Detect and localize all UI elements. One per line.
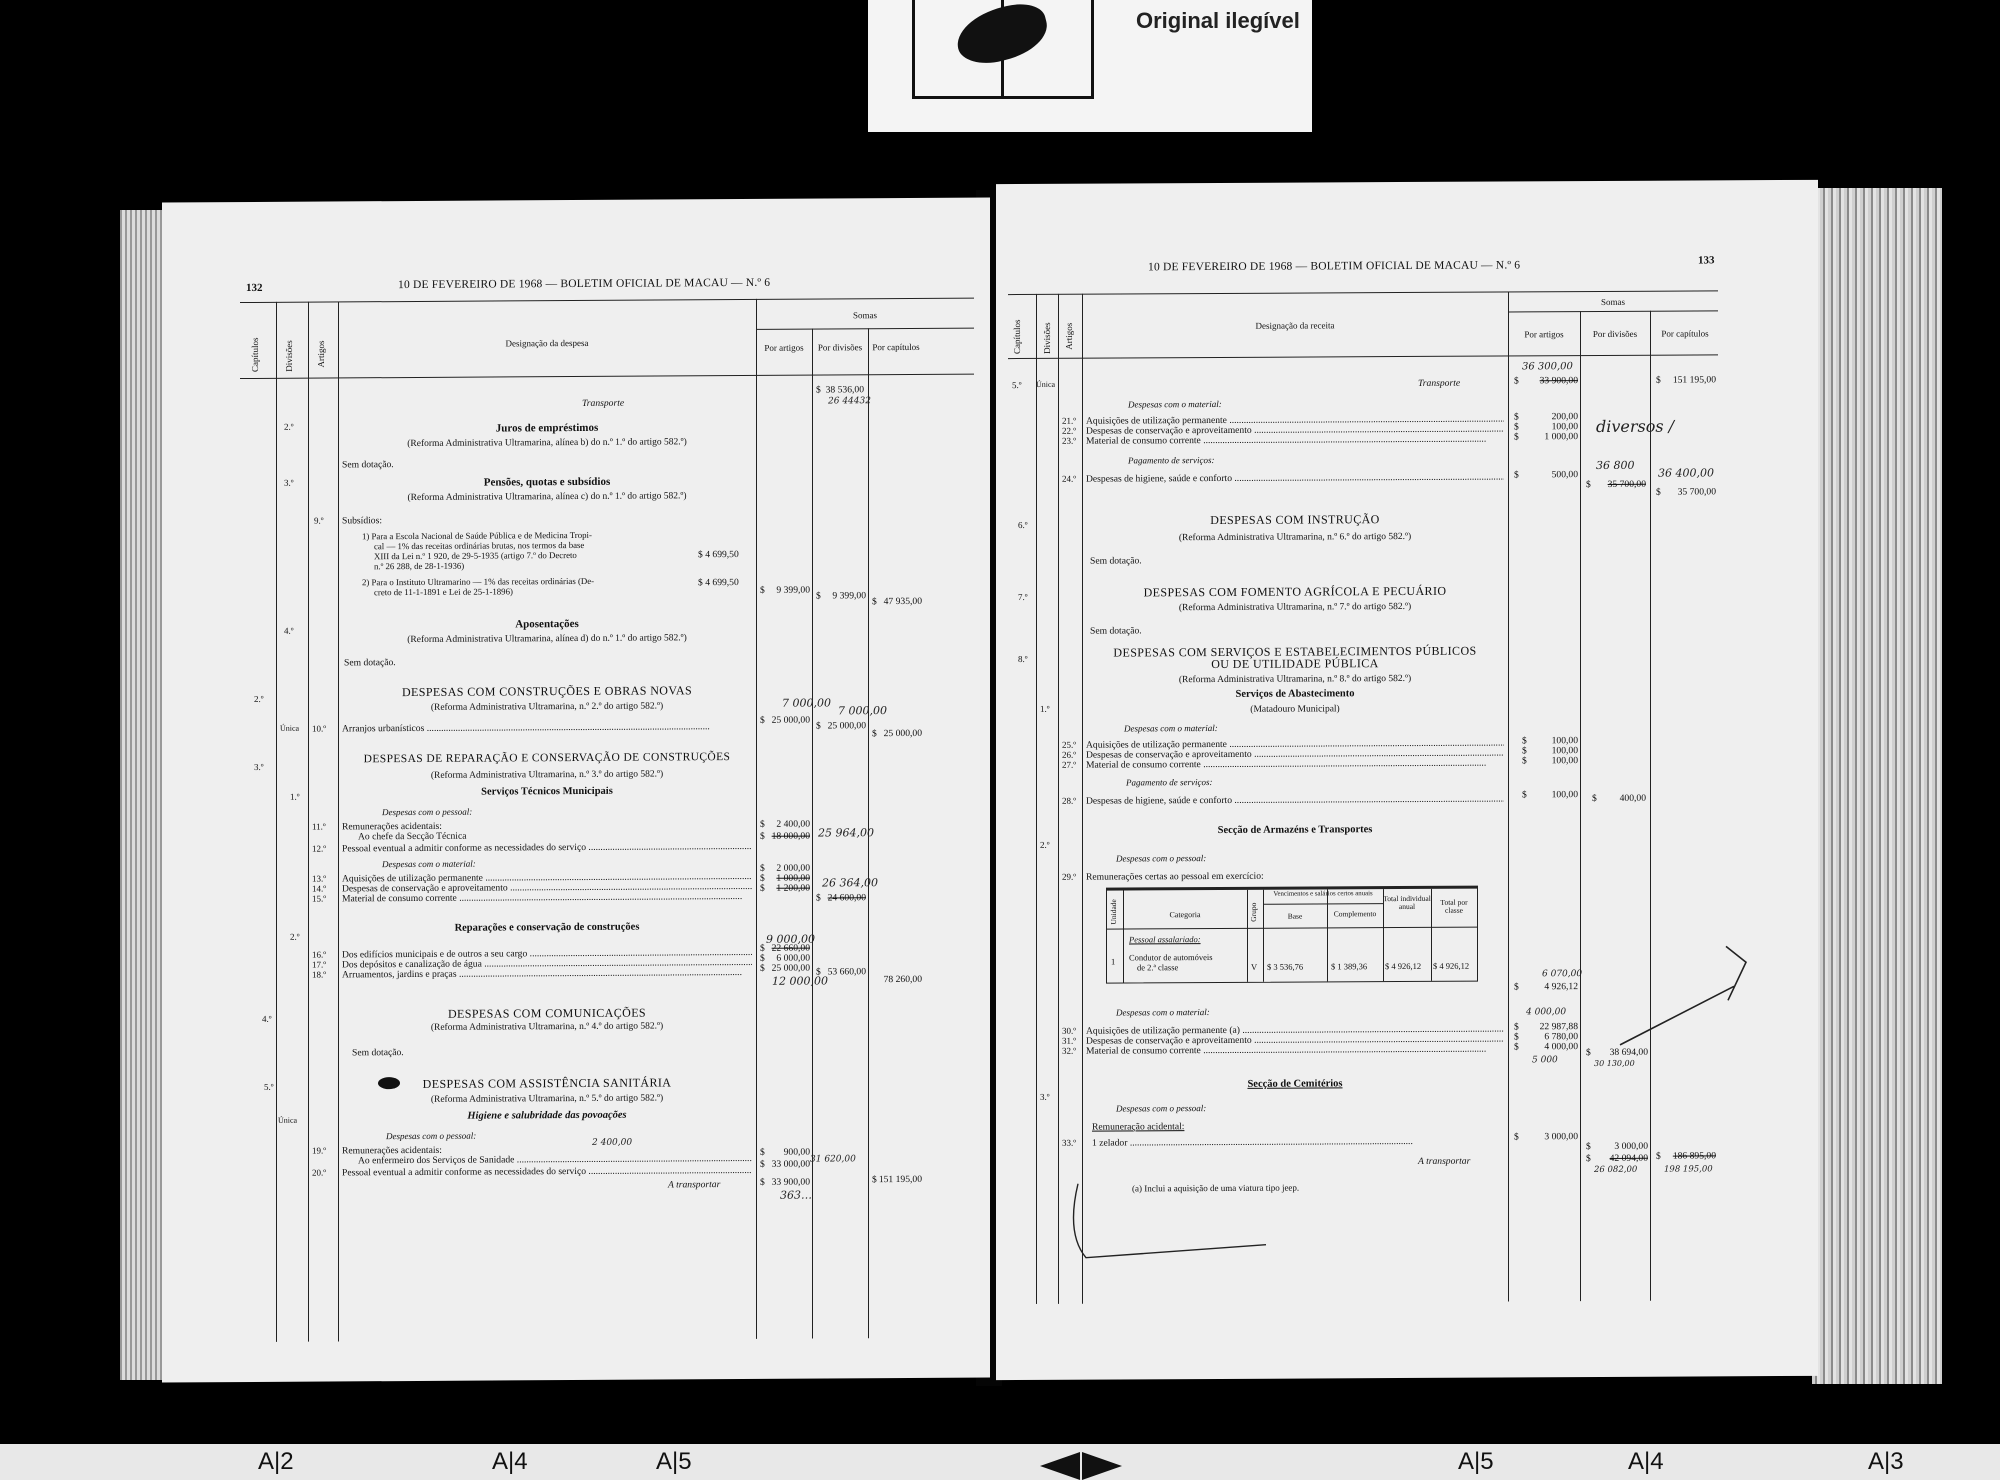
table-cell: $ 4 926,12 xyxy=(1433,960,1470,971)
frame-marker: A|3 xyxy=(1868,1448,1904,1475)
item-text: Material de consumo corrente ..... xyxy=(342,891,752,905)
item-text: Despesas de conservação e aproveitamento ..... xyxy=(342,881,752,895)
page-number: 132 xyxy=(246,281,263,295)
por-artigos-value: 100,00 xyxy=(1551,745,1578,757)
por-artigos-value: 100,00 xyxy=(1551,735,1578,747)
page-header: 10 DE FEVEREIRO DE 1968 — BOLETIM OFICIAL DE MACAU — N.º 6 xyxy=(1148,259,1521,274)
col-divisoes: Divisões xyxy=(284,340,294,372)
item-text: 1) Para a Escola Nacional de Saúde Pública e de Medicina Tropi- xyxy=(362,529,592,542)
section-reference: (Reforma Administrativa Ultramarina, alínea d) do n.º 1.º do artigo 582.º) xyxy=(407,633,687,646)
col-artigos: Artigos xyxy=(316,340,326,368)
a-transportar-label: A transportar xyxy=(668,1179,721,1191)
article-number: 29.º xyxy=(1062,871,1077,882)
por-divisoes-value: 400,00 xyxy=(1619,792,1646,804)
subsection-title: Reparações e conservação de construções xyxy=(454,921,640,934)
division-number: Única xyxy=(278,1115,298,1125)
item-text: Despesas de higiene, saúde e conforto ..... xyxy=(1086,471,1504,484)
por-artigos-value: 33 000,00 xyxy=(771,1158,810,1170)
section-reference: (Reforma Administrativa Ultramarina, alínea c) do n.º 1.º do artigo 582.º) xyxy=(407,491,687,504)
por-capitulos-value: 78 260,00 xyxy=(883,973,922,986)
a-transportar-value: 42 094,00 xyxy=(1609,1152,1648,1164)
handwritten-note: 198 195,00 xyxy=(1664,1164,1713,1175)
item-text: Aquisições de utilização permanente ..... xyxy=(342,871,752,885)
chapter-title: DESPESAS COM INSTRUÇÃO xyxy=(1210,512,1380,528)
frame-marker: A|5 xyxy=(656,1448,692,1475)
group-label: Despesas com o material: xyxy=(1116,1007,1210,1018)
group-label: Despesas com o material: xyxy=(382,858,476,870)
por-artigos-value: 100,00 xyxy=(1551,421,1578,433)
article-number: 27.º xyxy=(1062,759,1077,770)
right-triangle-icon xyxy=(1082,1452,1122,1480)
article-number: 30.º xyxy=(1062,1025,1077,1036)
group-label: Despesas com o material: xyxy=(1128,398,1222,410)
division-number: 4.º xyxy=(284,625,294,636)
col-capitulos: Capítulos xyxy=(1012,319,1022,355)
division-number: 3.º xyxy=(1040,1091,1050,1102)
handwritten-note: 4 000,00 xyxy=(1526,1007,1567,1018)
table-cell: $ 4 926,12 xyxy=(1385,960,1422,972)
por-artigos-value: 9 399,00 xyxy=(776,584,810,596)
section-title: Juros de empréstimos xyxy=(495,421,599,435)
col-total-classe: Total por classe xyxy=(1440,897,1468,915)
col-capitulos: Capítulos xyxy=(250,337,260,372)
col-unidade: Unidade xyxy=(1109,899,1118,925)
table-cell: $ 3 536,76 xyxy=(1267,961,1304,972)
chapter-number: 4.º xyxy=(262,1013,272,1024)
original-illegible-label xyxy=(868,0,1312,132)
article-number: 20.º xyxy=(312,1167,327,1178)
sem-dotacao: Sem dotação. xyxy=(1090,625,1142,637)
por-artigos-value: 4 000,00 xyxy=(1544,1041,1578,1053)
por-artigos-value: 4 926,12 xyxy=(1544,981,1578,993)
sem-dotacao: Sem dotação. xyxy=(352,1047,404,1059)
item-text: Pessoal eventual a admitir conforme as necessidades do serviço ..... xyxy=(342,841,752,855)
handwritten-note: 31 620,00 xyxy=(810,1154,856,1165)
article-number: 15.º xyxy=(312,893,327,904)
sem-dotacao: Sem dotação. xyxy=(344,657,396,669)
por-artigos-value: 2 400,00 xyxy=(776,818,810,830)
col-designacao: Designação da despesa xyxy=(505,337,589,349)
item-text: creto de 11-1-1891 e Lei de 25-1-1896) xyxy=(374,586,513,598)
por-artigos-value: 500,00 xyxy=(1551,469,1578,481)
chapter-number: 3.º xyxy=(254,761,264,772)
item-text: 2) Para o Instituto Ultramarino — 1% das receitas ordinárias (De- xyxy=(362,575,595,588)
por-artigos-value: 100,00 xyxy=(1551,789,1578,801)
item-text: n.º 26 288, de 28-1-1936) xyxy=(374,560,465,572)
por-artigos-value: 25 000,00 xyxy=(771,714,810,726)
col-complemento: Complemento xyxy=(1333,909,1377,919)
salary-table xyxy=(1106,886,1478,984)
transporte-label: Transporte xyxy=(582,397,625,409)
col-somas: Somas xyxy=(1600,296,1625,307)
right-page: 10 DE FEVEREIRO DE 1968 — BOLETIM OFICIAL DE MACAU — N.º 6 133 Capítulos Divisões Artigos Designação da receita Somas Por artigos Por divisões Por capítulos 5.º Única Transporte 36 300,00 $ 33 900,00 $ 151 195,00 Despesas com o material: 21.º Aquisições de utilização permanente ..... $ 200,00 22.º Despesas de conservação e aproveitamento ..... $ 100,00 23.º Material de consumo corrente ..... $ 1 000,00 diversos / Pagamento de serviços: 24.º Despesas de higiene, saúde e conforto ..... $ 500,00 36 800 $ 35 700,00 36 400,00 $ 35 700,00 6.º DESPESAS COM INSTRUÇÃO (Reforma Administrativa Ultramarina, n.º 6.º do artigo 582.º) Sem dotação. 7.º DESPESAS COM FOMENTO AGRÍCOLA E PECUÁRIO (Reforma Administrativa Ultramarina, n.º 7.º do artigo 582.º) Sem dotação. 8.º DESPESAS COM SERVIÇOS E ESTABELECIMENTOS PÚBLICOS OU DE UTILIDADE PÚBLICA (Reforma Administrativa Ultramarina, n.º 8.º do artigo 582.º) Serviços de Abastecimento (Matadouro Municipal) 1.º Despesas com o material: 25.º Aquisições de utilização permanente ..... $ 100,00 26.º Despesas de conservação e aproveitamento ..... $ 100,00 27.º Material de consumo corrente ..... $ 100,00 Pagamento de serviços: 28.º Despesas de higiene, saúde e conforto ..... $ 100,00 $ 400,00 Secção de Armazéns e Transportes 2.º Despesas com o pessoal: 29.º Remunerações certas ao pessoal em exercício: Unidade Categoria Grupo Vencimentos e salários certos anuais Base Complemento Total individual anual Total por classe Pessoal assalariado: 1 Condutor de automóveis de 2.ª classe V $ 3 536,76 $ 1 389,36 $ 4 926,12 $ 4 926,12 6 070,00 $ 4 926,12 Despesas com o material: 4 000,00 30.º Aquisições de utilização permanente (a) ..... $ 22 987,88 31.º Despesas de conservação e aproveitamento ..... $ 6 780,00 32.º Material de consumo corrente ..... $ 4 000,00 $ 38 694,00 5 000 30 130,00 Secção de Cemitérios 3.º Despesas com o pessoal: Remuneração acidental: 33.º 1 zelador ..... $ 3 000,00 $ 3 000,00 A transportar $ 42 094,00 $ 186 895,00 26 082,00 198 195,00 (a) Inclui a aquisição de uma viatura tipo jeep. xyxy=(996,180,1818,1380)
por-artigos-value: 2 000,00 xyxy=(776,862,810,874)
handwritten-note: 12 000,00 xyxy=(772,974,828,988)
por-artigos-value: 1 000,00 xyxy=(1544,431,1578,443)
col-somas: Somas xyxy=(852,310,877,321)
item-text: Remunerações acidentais: xyxy=(342,820,442,833)
section-reference: (Reforma Administrativa Ultramarina, n.º 2.º do artigo 582.º) xyxy=(430,701,664,713)
col-por-artigos: Por artigos xyxy=(764,342,804,353)
handwritten-note: 30 130,00 xyxy=(1594,1058,1635,1069)
item-text: Arruamentos, jardins e praças ..... xyxy=(342,967,752,981)
chapter-title: OU DE UTILIDADE PÚBLICA xyxy=(1211,656,1379,672)
a-transportar-capitulos: 186 895,00 xyxy=(1672,1150,1716,1162)
item-text: Dos edifícios municipais e de outros a seu cargo ..... xyxy=(342,947,752,961)
item-text: 1 zelador ..... xyxy=(1092,1135,1504,1148)
frame-marker: A|4 xyxy=(1628,1448,1664,1475)
chapter-title: DESPESAS COM COMUNICAÇÕES xyxy=(447,1005,647,1021)
chapter-number: 8.º xyxy=(1018,653,1028,665)
group-label: Pagamento de serviços: xyxy=(1128,455,1215,466)
chapter-number: 5.º xyxy=(1012,380,1022,391)
frame-marker: A|5 xyxy=(1458,1448,1494,1475)
page-header: 10 DE FEVEREIRO DE 1968 — BOLETIM OFICIAL DE MACAU — N.º 6 xyxy=(398,276,771,292)
article-number: 11.º xyxy=(312,821,326,832)
section-reference: (Reforma Administrativa Ultramarina, alínea b) do n.º 1.º do artigo 582.º) xyxy=(407,437,687,450)
por-divisoes-value: 3 000,00 xyxy=(1614,1140,1648,1152)
por-capitulos-value: 35 700,00 xyxy=(1677,486,1716,498)
por-divisoes-value: 35 700,00 xyxy=(1607,478,1646,490)
frame-marker: A|2 xyxy=(258,1448,294,1475)
sem-dotacao: Sem dotação. xyxy=(342,459,394,471)
por-artigos-value: 3 000,00 xyxy=(1544,1131,1578,1143)
sem-dotacao: Sem dotação. xyxy=(1090,555,1142,567)
transporte-value: 33 900,00 xyxy=(1539,375,1578,387)
item-text: cal — 1% das receitas ordinárias brutas, nos termos da base xyxy=(374,539,585,552)
por-artigos-value: 1 000,00 xyxy=(776,872,810,884)
transporte-capitulos: 151 195,00 xyxy=(1672,374,1716,386)
group-label: Pagamento de serviços: xyxy=(1126,777,1213,788)
handwritten-note: 2 400,00 xyxy=(592,1137,633,1148)
section-reference: (Reforma Administrativa Ultramarina, n.º 8.º do artigo 582.º) xyxy=(1178,673,1412,686)
table-cell: de 2.ª classe xyxy=(1137,962,1179,973)
chapter-number: 7.º xyxy=(1018,591,1028,603)
por-divisoes-value: 24 600,00 xyxy=(827,892,866,904)
article-number: 19.º xyxy=(312,1145,327,1156)
col-vencimentos: Vencimentos e salários certos anuais xyxy=(1273,890,1373,898)
section-reference: (Reforma Administrativa Ultramarina, n.º 7.º do artigo 582.º) xyxy=(1178,601,1412,614)
item-text: Ao enfermeiro dos Serviços de Sanidade ..... xyxy=(358,1153,752,1166)
col-por-capitulos: Por capítulos xyxy=(872,341,920,353)
por-divisoes-value: 53 660,00 xyxy=(827,966,866,978)
chapter-number: 6.º xyxy=(1018,519,1028,531)
subsection-title: Secção de Armazéns e Transportes xyxy=(1217,824,1373,836)
table-cell: $ 1 389,36 xyxy=(1331,961,1368,972)
por-artigos-value: 6 000,00 xyxy=(776,952,810,964)
division-number: 3.º xyxy=(284,477,294,488)
article-number: 12.º xyxy=(312,843,327,854)
item-text: Material de consumo corrente ..... xyxy=(1086,757,1504,770)
col-por-divisoes: Por divisões xyxy=(817,342,863,353)
transporte-value: 38 536,00 xyxy=(825,384,864,396)
article-number: 21.º xyxy=(1062,415,1077,426)
item-text: XIII da Lei n.º 1 920, de 29-5-1935 (artigo 7.º do Decreto xyxy=(374,549,577,562)
por-divisoes-value: 38 694,00 xyxy=(1609,1046,1648,1058)
left-triangle-icon xyxy=(1040,1452,1080,1480)
article-number: 17.º xyxy=(312,959,327,970)
col-artigos: Artigos xyxy=(1064,322,1074,350)
item-text: Despesas de conservação e aproveitamento ..... xyxy=(1086,1033,1504,1046)
handwritten-curve xyxy=(1066,1173,1306,1264)
chapter-number: 2.º xyxy=(254,693,264,704)
section-reference: (Reforma Administrativa Ultramarina, n.º 3.º do artigo 582.º) xyxy=(430,769,664,781)
item-text: Ao chefe da Secção Técnica xyxy=(358,830,467,843)
article-number: 32.º xyxy=(1062,1045,1077,1056)
section-reference: (Reforma Administrativa Ultramarina, n.º 6.º do artigo 582.º) xyxy=(1178,531,1412,544)
article-number: 9.º xyxy=(314,515,324,526)
division-number: 2.º xyxy=(290,931,300,942)
por-artigos-value: 18 000,00 xyxy=(771,830,810,842)
article-number: 18.º xyxy=(312,969,327,980)
subsection-subtitle: (Matadouro Municipal) xyxy=(1250,704,1340,715)
section-title: Aposentações xyxy=(515,617,579,631)
item-value: $ 4 699,50 xyxy=(698,577,739,589)
division-number: 2.º xyxy=(1040,839,1050,850)
label-text: Original ilegível xyxy=(1136,8,1300,33)
item-text: Despesas de conservação e aproveitamento ..... xyxy=(1086,747,1504,760)
a-transportar-value: 33 900,00 xyxy=(771,1176,810,1188)
por-artigos-value: 1 200,00 xyxy=(776,882,810,894)
film-footer xyxy=(0,1444,2000,1480)
chapter-title: DESPESAS COM SERVIÇOS E ESTABELECIMENTOS PÚBLICOS xyxy=(1113,643,1477,660)
por-artigos-value: 25 000,00 xyxy=(771,962,810,974)
right-page-edges xyxy=(1812,188,1942,1384)
subsidios-label: Subsídios: xyxy=(342,515,382,527)
page-number: 133 xyxy=(1698,254,1715,267)
handwritten-note: 26 364,00 xyxy=(822,876,878,890)
handwritten-note: 7 000,00 xyxy=(838,704,887,718)
handwritten-stroke xyxy=(1616,940,1756,1051)
article-number: 22.º xyxy=(1062,425,1077,436)
chapter-title: DESPESAS DE REPARAÇÃO E CONSERVAÇÃO DE CONSTRUÇÕES xyxy=(363,751,731,766)
handwritten-note: 36 400,00 xyxy=(1658,466,1714,480)
left-page-edges xyxy=(120,210,164,1380)
item-text: Remuneração acidental: xyxy=(1092,1121,1185,1133)
por-divisoes-value: 9 399,00 xyxy=(832,590,866,602)
footnote: (a) Inclui a aquisição de uma viatura tipo jeep. xyxy=(1132,1182,1300,1194)
item-text: Aquisições de utilização permanente ..... xyxy=(1086,413,1504,426)
col-base: Base xyxy=(1287,911,1303,921)
por-artigos-value: 22 987,88 xyxy=(1539,1021,1578,1033)
handwritten-note: diversos / xyxy=(1596,416,1675,437)
col-divisoes: Divisões xyxy=(1042,322,1052,354)
chapter-number: 5.º xyxy=(264,1081,274,1092)
item-text: Material de consumo corrente ..... xyxy=(1086,433,1504,446)
a-transportar-capitulos: 151 195,00 xyxy=(878,1173,922,1186)
por-capitulos-value: 47 935,00 xyxy=(883,595,922,608)
a-transportar-label: A transportar xyxy=(1418,1155,1471,1167)
chapter-title: DESPESAS COM CONSTRUÇÕES E OBRAS NOVAS xyxy=(401,683,693,700)
col-designacao: Designação da receita xyxy=(1255,320,1335,331)
handwritten-note: 26 44432 xyxy=(828,396,871,407)
col-por-divisoes: Por divisões xyxy=(1592,328,1638,340)
handwritten-note: 5 000 xyxy=(1532,1055,1558,1066)
por-artigos-value: 900,00 xyxy=(783,1146,810,1158)
item-text: Remunerações certas ao pessoal em exercício: xyxy=(1086,870,1264,883)
section-reference: (Reforma Administrativa Ultramarina, n.º 5.º do artigo 582.º) xyxy=(430,1093,664,1105)
group-label: Despesas com o pessoal: xyxy=(382,806,473,818)
item-text: Aquisições de utilização permanente ..... xyxy=(1086,737,1504,750)
section-title: Pensões, quotas e subsídios xyxy=(483,475,611,489)
group-label: Despesas com o pessoal: xyxy=(386,1130,477,1142)
por-artigos-value: 22 660,00 xyxy=(771,942,810,954)
por-divisoes-value: 25 000,00 xyxy=(827,720,866,732)
handwritten-note: 9 000,00 xyxy=(766,932,815,946)
handwritten-note: 36 300,00 xyxy=(1522,361,1573,373)
item-text: Arranjos urbanísticos ..... xyxy=(342,721,752,735)
frame-marker: A|4 xyxy=(492,1448,528,1475)
group-label: Despesas com o pessoal: xyxy=(1116,1103,1207,1114)
division-number: Única xyxy=(1036,379,1056,389)
article-number: 23.º xyxy=(1062,435,1077,446)
item-text: Dos depósitos e canalização de água ..... xyxy=(342,957,752,971)
division-number: Única xyxy=(280,723,300,733)
article-number: 16.º xyxy=(312,949,327,960)
handwritten-note: 363… xyxy=(780,1188,812,1202)
handwritten-note: 7 000,00 xyxy=(782,696,831,710)
chapter-title: DESPESAS COM ASSISTÊNCIA SANITÁRIA xyxy=(422,1075,672,1091)
handwritten-note: 36 800 xyxy=(1596,458,1635,473)
handwritten-note: 25 964,00 xyxy=(818,826,874,840)
article-number: 25.º xyxy=(1062,739,1077,750)
article-number: 28.º xyxy=(1062,795,1077,806)
subsection-title: Secção de Cemitérios xyxy=(1247,1078,1343,1090)
section-reference: (Reforma Administrativa Ultramarina, n.º 4.º do artigo 582.º) xyxy=(430,1021,664,1033)
col-grupo: Grupo xyxy=(1249,902,1258,922)
handwritten-note: 6 070,00 xyxy=(1542,969,1583,980)
chapter-title: DESPESAS COM FOMENTO AGRÍCOLA E PECUÁRIO xyxy=(1143,583,1447,600)
subsection-title: Serviços de Abastecimento xyxy=(1235,688,1355,700)
item-text: Despesas de conservação e aproveitamento ..... xyxy=(1086,423,1504,436)
por-artigos-value: 200,00 xyxy=(1551,411,1578,423)
subsection-title: Higiene e salubridade das povoações xyxy=(467,1109,627,1122)
por-capitulos-value: 25 000,00 xyxy=(883,727,922,740)
article-number: 31.º xyxy=(1062,1035,1077,1046)
item-text: Aquisições de utilização permanente (a) ..... xyxy=(1086,1023,1504,1036)
left-page: 132 10 DE FEVEREIRO DE 1968 — BOLETIM OFICIAL DE MACAU — N.º 6 Capítulos Divisões Artigos Designação da despesa Somas Por artigos Por divisões Por capítulos Transporte $ 38 536,00 26 44432 2.º Juros de empréstimos (Reforma Administrativa Ultramarina, alínea b) do n.º 1.º do artigo 582.º) Sem dotação. 3.º Pensões, quotas e subsídios (Reforma Administrativa Ultramarina, alínea c) do n.º 1.º do artigo 582.º) 9.º Subsídios: 1) Para a Escola Nacional de Saúde Pública e de Medicina Tropi- cal — 1% das receitas ordinárias brutas, nos termos da base XIII da Lei n.º 1 920, de 29-5-1935 (artigo 7.º do Decreto n.º 26 288, de 28-1-1936) $ 4 699,50 2) Para o Instituto Ultramarino — 1% das receitas ordinárias (De- creto de 11-1-1891 e Lei de 25-1-1896) $ 4 699,50 $ 9 399,00 $ 9 399,00 $ 47 935,00 4.º Aposentações (Reforma Administrativa Ultramarina, alínea d) do n.º 1.º do artigo 582.º) Sem dotação. 2.º DESPESAS COM CONSTRUÇÕES E OBRAS NOVAS (Reforma Administrativa Ultramarina, n.º 2.º do artigo 582.º) 7 000,00 7 000,00 Única 10.º Arranjos urbanísticos ..... $ 25 000,00 $ 25 000,00 $ 25 000,00 3.º DESPESAS DE REPARAÇÃO E CONSERVAÇÃO DE CONSTRUÇÕES (Reforma Administrativa Ultramarina, n.º 3.º do artigo 582.º) Serviços Técnicos Municipais 1.º Despesas com o pessoal: 11.º Remunerações acidentais: Ao chefe da Secção Técnica $ 2 400,00 12.º Pessoal eventual a admitir conforme as necessidades do serviço ..... $ 18 000,00 25 964,00 Despesas com o material: 13.º Aquisições de utilização permanente ..... $ 2 000,00 14.º Despesas de conservação e aproveitamento ..... $ 1 000,00 15.º Material de consumo corrente ..... $ 1 200,00 $ 24 600,00 26 364,00 2.º Reparações e conservação de construções 9 000,00 16.º Dos edifícios municipais e de outros a seu cargo ..... $ 22 660,00 17.º Dos depósitos e canalização de água ..... $ 6 000,00 18.º Arruamentos, jardins e praças ..... $ 25 000,00 12 000,00 $ 53 660,00 78 260,00 4.º DESPESAS COM COMUNICAÇÕES (Reforma Administrativa Ultramarina, n.º 4.º do artigo 582.º) Sem dotação. 5.º DESPESAS COM ASSISTÊNCIA SANITÁRIA (Reforma Administrativa Ultramarina, n.º 5.º do artigo 582.º) Higiene e salubridade das povoações Única Despesas com o pessoal: 2 400,00 19.º Remunerações acidentais: Ao enfermeiro dos Serviços de Sanidade ..... $ 900,00 20.º Pessoal eventual a admitir conforme as necessidades do serviço ..... $ 33 000,00 31 620,00 A transportar $ 33 900,00 $ 151 195,00 363… xyxy=(162,197,990,1382)
article-number: 14.º xyxy=(312,883,327,894)
item-value: $ 4 699,50 xyxy=(698,549,739,561)
col-categoria: Categoria xyxy=(1169,910,1201,920)
group-label: Despesas com o material: xyxy=(1124,722,1218,734)
col-por-artigos: Por artigos xyxy=(1524,329,1564,340)
table-cell: Condutor de automóveis xyxy=(1129,952,1213,963)
table-group-label: Pessoal assalariado: xyxy=(1129,934,1201,945)
article-number: 24.º xyxy=(1062,473,1077,484)
item-text: Remunerações acidentais: xyxy=(342,1144,442,1157)
col-por-capitulos: Por capítulos xyxy=(1661,328,1709,339)
por-artigos-value: 6 780,00 xyxy=(1544,1031,1578,1043)
division-number: 2.º xyxy=(284,421,294,432)
division-number: 1.º xyxy=(290,791,300,802)
article-number: 33.º xyxy=(1062,1137,1077,1148)
por-artigos-value: 100,00 xyxy=(1551,755,1578,767)
item-text: Pessoal eventual a admitir conforme as necessidades do serviço ..... xyxy=(342,1165,752,1179)
col-total-individual: Total individual anual xyxy=(1383,893,1431,912)
article-number: 13.º xyxy=(312,873,327,884)
subsection-title: Serviços Técnicos Municipais xyxy=(481,785,613,798)
handwritten-note: 26 082,00 xyxy=(1594,1164,1638,1176)
table-cell: V xyxy=(1251,961,1258,972)
article-number: 10.º xyxy=(312,723,327,734)
table-cell: 1 xyxy=(1111,956,1116,967)
transporte-label: Transporte xyxy=(1418,377,1461,389)
article-number: 26.º xyxy=(1062,749,1077,760)
item-text: Material de consumo corrente ..... xyxy=(1086,1043,1504,1056)
item-text: Despesas de higiene, saúde e conforto ..... xyxy=(1086,793,1504,806)
group-label: Despesas com o pessoal: xyxy=(1116,853,1207,864)
division-number: 1.º xyxy=(1040,703,1050,714)
